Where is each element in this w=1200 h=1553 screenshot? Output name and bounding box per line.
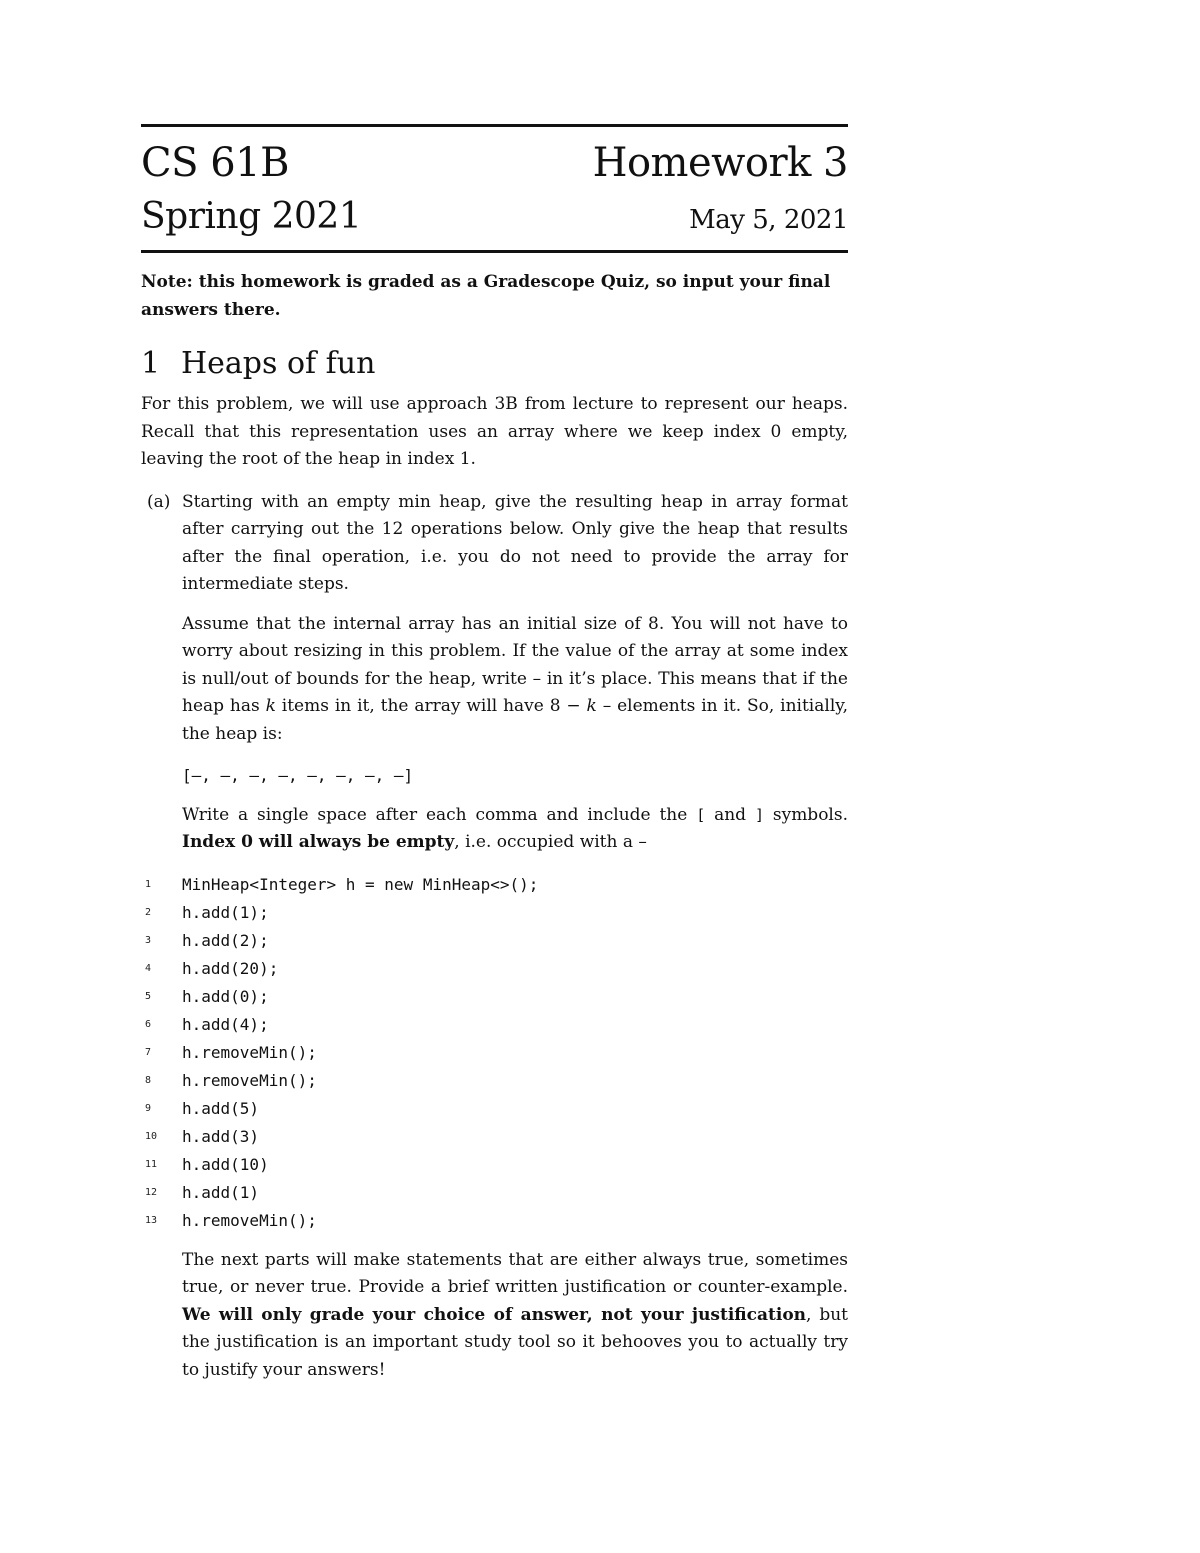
course-title: CS 61B (141, 140, 290, 186)
var-k: k (265, 696, 276, 716)
para2-text-3: – elements in it. So, initially, the heap is: (182, 696, 848, 744)
code-line (141, 1207, 848, 1235)
closing-text-1: The next parts will make statements that are either always true, sometimes true, or never true. Provide a brief written justification or counter-example. (182, 1249, 848, 1297)
date: May 5, 2021 (689, 205, 848, 235)
section-intro: For this problem, we will use approach 3B from lecture to represent our heaps. Recall that this representation uses an array where we keep index 0 empty, leaving the root of the heap in index 1. (141, 394, 848, 469)
code-line (141, 983, 848, 1011)
code-line (141, 1095, 848, 1123)
para3-and: and (705, 804, 755, 825)
header-bottom-rule (141, 250, 848, 253)
para3-text-1: Write a single space after each comma and include the (182, 804, 697, 825)
line-number: 1 (145, 878, 152, 890)
gradescope-note: Note: this homework is graded as a Gradescope Quiz, so input your final answers there. (141, 272, 831, 320)
code-line (141, 1067, 848, 1095)
code-text: h.add(1); (182, 902, 269, 922)
header-row-2 (141, 191, 848, 246)
code-line (141, 1123, 848, 1151)
line-number: 3 (145, 934, 152, 946)
line-number: 13 (145, 1214, 158, 1226)
code-line (141, 871, 848, 899)
line-number: 11 (145, 1158, 158, 1170)
code-text: h.add(5) (182, 1098, 260, 1118)
term: Spring 2021 (141, 196, 362, 237)
line-number: 7 (145, 1046, 152, 1058)
para2-text-2: items in it, the array will have 8 − (275, 696, 587, 716)
part-a-label: (a) (147, 491, 171, 512)
code-line (141, 955, 848, 983)
code-text: h.add(10) (182, 1154, 269, 1174)
code-text: h.removeMin(); (182, 1042, 317, 1062)
code-text: h.removeMin(); (182, 1210, 317, 1230)
line-number: 12 (145, 1186, 158, 1198)
line-number: 6 (145, 1018, 152, 1030)
code-line (141, 1039, 848, 1067)
code-text: MinHeap<Integer> h = new MinHeap<>(); (182, 874, 539, 894)
code-line (141, 1179, 848, 1207)
code-text: h.add(2); (182, 930, 269, 950)
para3-text-2: symbols. (763, 804, 848, 825)
para2-text-1: Assume that the internal array has an initial size of 8. You will not have to worry about resizing in this problem. If the value of the array at some index is null/out of bounds for the heap, write – in it’s place. This means that if the heap has (182, 613, 848, 716)
section-title: Heaps of fun (181, 346, 376, 381)
code-text: h.add(20); (182, 958, 279, 978)
homework-page (141, 124, 848, 1384)
closing-paragraph (141, 1247, 848, 1385)
code-text: h.removeMin(); (182, 1070, 317, 1090)
part-a-paragraph-1: Starting with an empty min heap, give the resulting heap in array format after carrying out the 12 operations below. Only give the heap that results after the final operation, i.e. you do not need to provide the array for intermediate steps. (182, 491, 848, 594)
code-text: h.add(4); (182, 1014, 269, 1034)
para3-bold: Index 0 will always be empty (182, 832, 455, 852)
close-bracket-symbol: ] (754, 805, 764, 824)
section-number: 1 (141, 346, 161, 381)
para3-text-3: , i.e. occupied with a – (454, 832, 647, 852)
assignment-title: Homework 3 (592, 140, 848, 186)
part-a-paragraph-2 (141, 611, 848, 749)
code-text: h.add(3) (182, 1126, 260, 1146)
code-line (141, 1151, 848, 1179)
closing-text-2: , but the justification is an important study tool so it behooves you to actually try to justify your answers! (182, 1304, 848, 1380)
part-a (141, 489, 848, 599)
initial-heap-array: [–, –, –, –, –, –, –, –] (182, 766, 414, 785)
section-heading (141, 346, 848, 382)
var-k-2: k (586, 696, 597, 716)
part-a-paragraph-3 (141, 802, 848, 857)
closing-bold: We will only grade your choice of answer, not your justification (182, 1304, 807, 1325)
code-line (141, 1011, 848, 1039)
line-number: 10 (145, 1130, 158, 1142)
line-number: 9 (145, 1102, 152, 1114)
line-number: 2 (145, 906, 152, 918)
code-listing (141, 871, 848, 1235)
line-number: 5 (145, 990, 152, 1002)
open-bracket-symbol: [ (696, 805, 706, 824)
header-row-1 (141, 135, 848, 191)
header-top-rule (141, 124, 848, 127)
line-number: 8 (145, 1074, 152, 1086)
code-line (141, 927, 848, 955)
code-text: h.add(1) (182, 1182, 260, 1202)
code-line (141, 899, 848, 927)
code-text: h.add(0); (182, 986, 269, 1006)
line-number: 4 (145, 962, 152, 974)
